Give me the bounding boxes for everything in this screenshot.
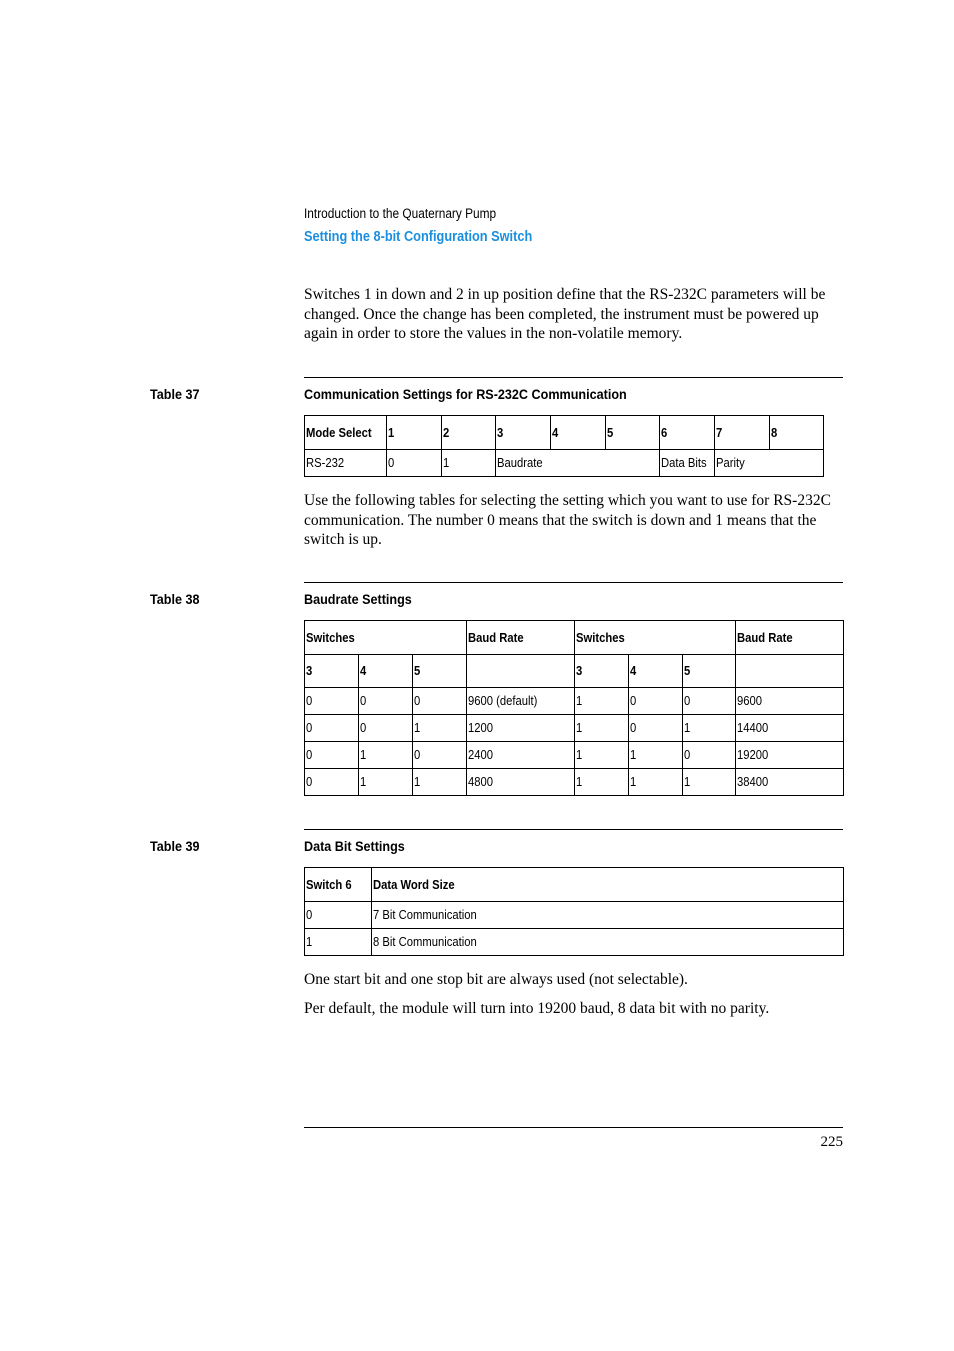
table-header-cell: 4 bbox=[629, 655, 683, 688]
table-cell: 0 bbox=[413, 742, 467, 769]
page-number: 225 bbox=[820, 1134, 843, 1150]
table-cell: 1 bbox=[575, 742, 629, 769]
table-cell: 19200 bbox=[736, 742, 844, 769]
table-cell: 1 bbox=[442, 450, 496, 477]
table-header-cell: Mode Select bbox=[305, 416, 387, 450]
table-cell: 7 Bit Communication bbox=[372, 902, 844, 929]
table-cell: 1 bbox=[683, 769, 736, 796]
table-header-cell bbox=[736, 655, 844, 688]
table-header-cell: 1 bbox=[387, 416, 442, 450]
table-row bbox=[305, 902, 844, 929]
table-cell: 9600 (default) bbox=[467, 688, 575, 715]
running-header-section: Setting the 8-bit Configuration Switch bbox=[304, 229, 533, 245]
table-header-cell: Baud Rate bbox=[467, 621, 575, 655]
table-cell: 0 bbox=[305, 769, 359, 796]
table-cell: 0 bbox=[359, 688, 413, 715]
table-cell: 1200 bbox=[467, 715, 575, 742]
table-row bbox=[305, 769, 844, 796]
table39-title: Data Bit Settings bbox=[304, 838, 405, 854]
table-cell: 1 bbox=[575, 715, 629, 742]
table37-title: Communication Settings for RS-232C Communication bbox=[304, 386, 627, 402]
running-header-chapter: Introduction to the Quaternary Pump bbox=[304, 206, 497, 221]
table37-label: Table 37 bbox=[150, 386, 200, 402]
table-row bbox=[305, 688, 844, 715]
table-cell: 0 bbox=[629, 715, 683, 742]
table37-header-row bbox=[305, 416, 824, 450]
table-row bbox=[305, 929, 844, 956]
table-cell: 0 bbox=[305, 688, 359, 715]
table-cell: 0 bbox=[359, 715, 413, 742]
table-header-cell: Switches bbox=[575, 621, 736, 655]
table-cell: 1 bbox=[629, 769, 683, 796]
table-cell: 1 bbox=[575, 688, 629, 715]
table-header-cell: 3 bbox=[305, 655, 359, 688]
intro-paragraph: Switches 1 in down and 2 in up position define that the RS-232C parameters will be changed. Once the change has been completed, the instrument must be powered up again in order to store the values in the non-volatile memory. bbox=[304, 286, 826, 342]
table-header-cell: Switches bbox=[305, 621, 467, 655]
table38-label: Table 38 bbox=[150, 591, 200, 607]
start-stop-paragraph: One start bit and one stop bit are always used (not selectable). bbox=[304, 971, 688, 988]
table-cell: Data Bits bbox=[660, 450, 715, 477]
table38-title: Baudrate Settings bbox=[304, 591, 412, 607]
table37-top-rule bbox=[304, 377, 843, 378]
table-cell: Baudrate bbox=[496, 450, 660, 477]
table-header-cell: 3 bbox=[496, 416, 551, 450]
table-cell: 1 bbox=[359, 742, 413, 769]
table-cell: 0 bbox=[305, 902, 372, 929]
table-cell: 14400 bbox=[736, 715, 844, 742]
table-header-cell: 5 bbox=[606, 416, 660, 450]
table-header-cell: Switch 6 bbox=[305, 868, 372, 902]
table38-header-row bbox=[305, 621, 844, 655]
table-cell: 9600 bbox=[736, 688, 844, 715]
table39-header-row bbox=[305, 868, 844, 902]
table-header-cell: 5 bbox=[413, 655, 467, 688]
table-cell: 1 bbox=[305, 929, 372, 956]
table-header-cell: 4 bbox=[359, 655, 413, 688]
table-cell: 1 bbox=[413, 715, 467, 742]
table39-label: Table 39 bbox=[150, 838, 200, 854]
table39-top-rule bbox=[304, 829, 843, 830]
table-row bbox=[305, 742, 844, 769]
table38 bbox=[304, 620, 844, 796]
table38-subheader-row bbox=[305, 655, 844, 688]
table-cell: 0 bbox=[387, 450, 442, 477]
usage-paragraph: Use the following tables for selecting the setting which you want to use for RS-232C communication. The number 0 means that the switch is down and 1 means that the switch is up. bbox=[304, 492, 831, 548]
footer-rule bbox=[304, 1127, 843, 1128]
table-cell: 0 bbox=[305, 742, 359, 769]
table-cell: RS-232 bbox=[305, 450, 387, 477]
table-header-cell: 5 bbox=[683, 655, 736, 688]
table-header-cell: 3 bbox=[575, 655, 629, 688]
table-header-cell: Data Word Size bbox=[372, 868, 844, 902]
table-cell: 1 bbox=[575, 769, 629, 796]
table-cell: 0 bbox=[305, 715, 359, 742]
table39 bbox=[304, 867, 844, 956]
table-cell: 1 bbox=[629, 742, 683, 769]
table-header-cell: 7 bbox=[715, 416, 770, 450]
table-cell: 8 Bit Communication bbox=[372, 929, 844, 956]
table-row bbox=[305, 450, 824, 477]
table-header-cell: Baud Rate bbox=[736, 621, 844, 655]
table-cell: 4800 bbox=[467, 769, 575, 796]
table-cell: 1 bbox=[683, 715, 736, 742]
table-row bbox=[305, 715, 844, 742]
table-header-cell: 2 bbox=[442, 416, 496, 450]
table-cell: 0 bbox=[629, 688, 683, 715]
table-cell: 1 bbox=[413, 769, 467, 796]
table-cell: 2400 bbox=[467, 742, 575, 769]
table-header-cell: 8 bbox=[770, 416, 824, 450]
table-cell: Parity bbox=[715, 450, 824, 477]
table-header-cell: 6 bbox=[660, 416, 715, 450]
table38-top-rule bbox=[304, 582, 843, 583]
table-header-cell bbox=[467, 655, 575, 688]
table-cell: 1 bbox=[359, 769, 413, 796]
table-cell: 0 bbox=[413, 688, 467, 715]
table37 bbox=[304, 415, 824, 477]
table-cell: 0 bbox=[683, 688, 736, 715]
table-cell: 38400 bbox=[736, 769, 844, 796]
table-header-cell: 4 bbox=[551, 416, 606, 450]
table-cell: 0 bbox=[683, 742, 736, 769]
default-paragraph: Per default, the module will turn into 19200 baud, 8 data bit with no parity. bbox=[304, 1000, 770, 1017]
